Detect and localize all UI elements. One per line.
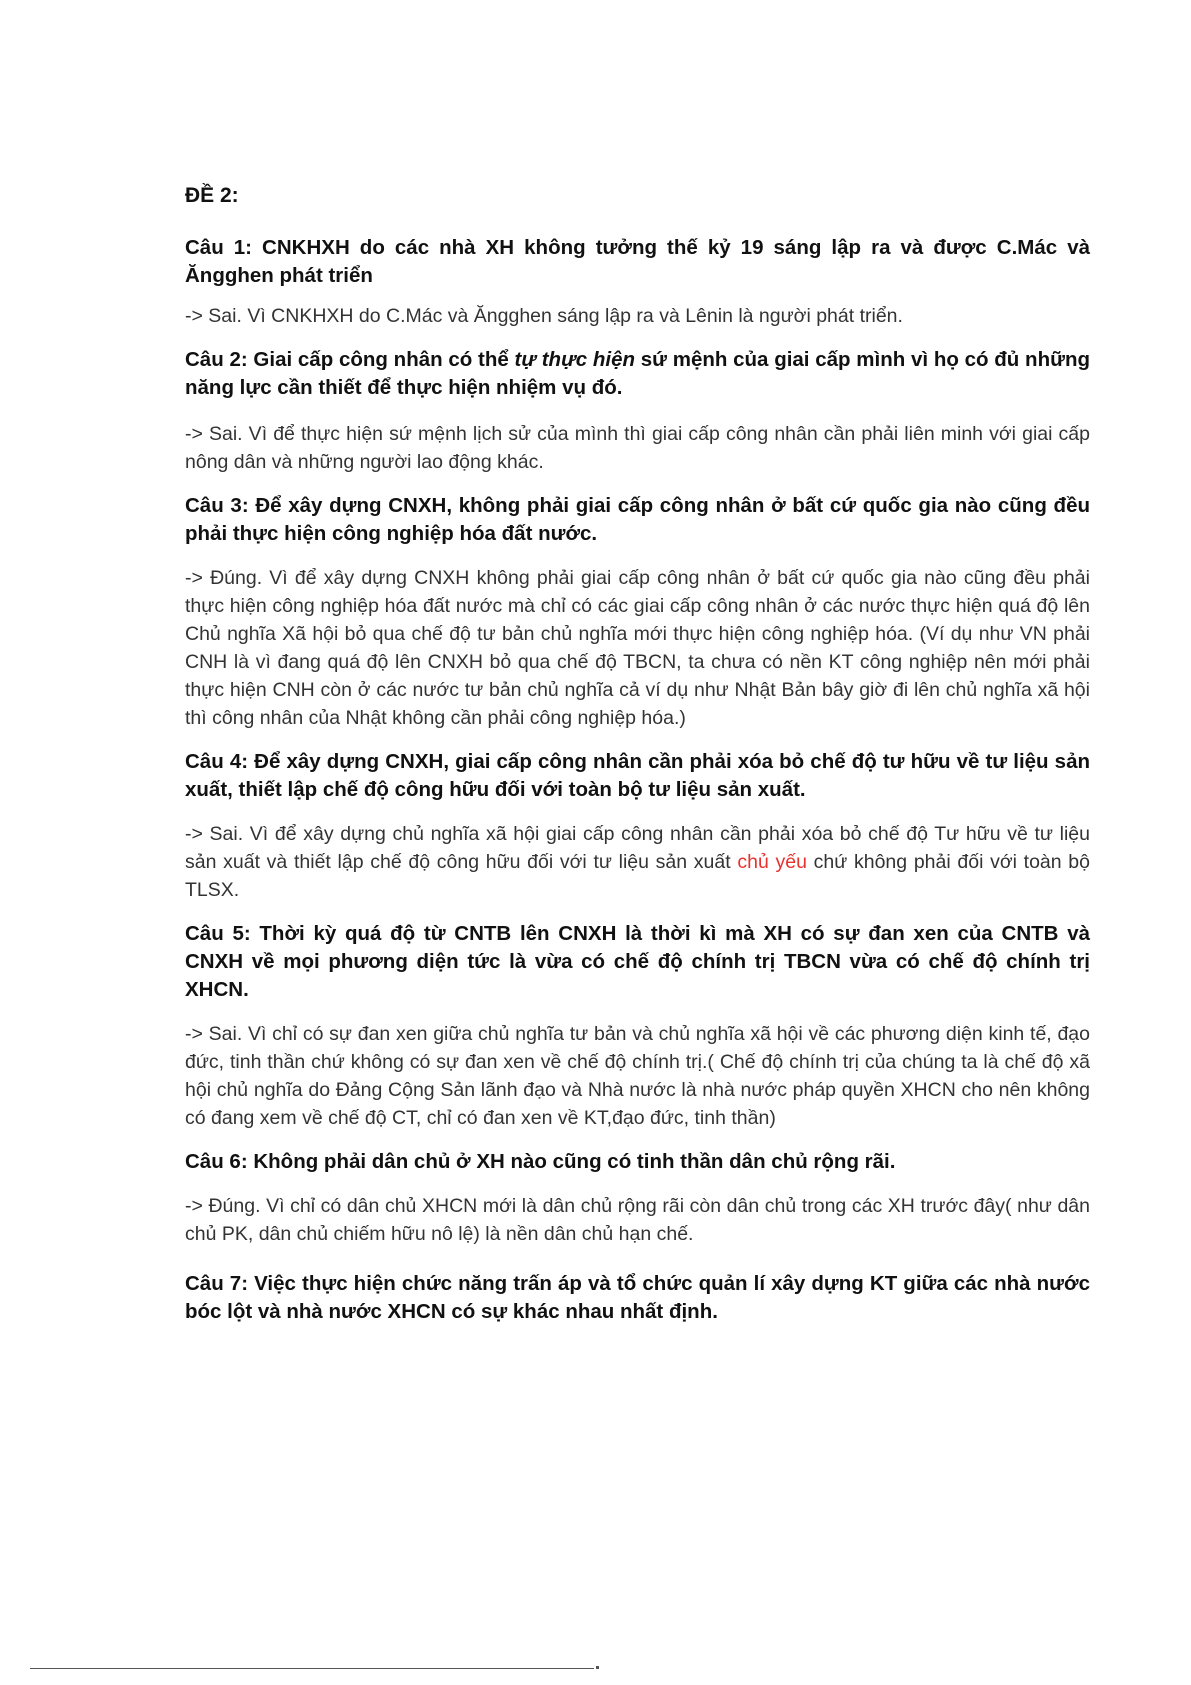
- question-2-prefix: Câu 2: Giai cấp công nhân có thể: [185, 348, 515, 371]
- document-page: [185, 183, 1090, 1338]
- footer-dot: [596, 1666, 599, 1669]
- answer-3: -> Đúng. Vì để xây dựng CNXH không phải giai cấp công nhân ở bất cứ quốc gia nào cũng đều phải thực hiện công nghiệp hóa đất nước mà chỉ có các giai cấp công nhân ở các nước thực hiện quá độ lên Chủ nghĩa Xã hội bỏ qua chế độ tư bản chủ nghĩa mới thực hiện công nghiệp hóa. (Ví dụ như VN phải CNH là vì đang quá độ lên CNXH bỏ qua chế độ TBCN, ta chưa có nền KT công nghiệp nên mới phải thực hiện CNH còn ở các nước tư bản chủ nghĩa cả ví dụ như Nhật Bản bây giờ đi lên chủ nghĩa xã hội thì công nhân của Nhật không cần phải công nghiệp hóa.): [185, 567, 1090, 729]
- answer-6: -> Đúng. Vì chỉ có dân chủ XHCN mới là dân chủ rộng rãi còn dân chủ trong các XH trước đây( như dân chủ PK, dân chủ chiếm hữu nô lệ) là nền dân chủ hạn chế.: [185, 1195, 1090, 1245]
- footer-divider: [30, 1668, 594, 1669]
- question-5: Câu 5: Thời kỳ quá độ từ CNTB lên CNXH là thời kì mà XH có sự đan xen của CNTB và CNXH về mọi phương diện tức là vừa có chế độ chính trị TBCN vừa có chế độ chính trị XHCN.: [185, 922, 1090, 1001]
- question-2: [185, 346, 1090, 402]
- answer-4: [185, 820, 1090, 904]
- question-2-suffix: sứ mệnh của giai cấp mình vì họ có đủ những năng lực cần thiết để thực hiện nhiệm vụ đó.: [185, 348, 1090, 399]
- question-2-italic: tự thực hiện: [514, 348, 635, 371]
- answer-1: -> Sai. Vì CNKHXH do C.Mác và Ăngghen sáng lập ra và Lênin là người phát triển.: [185, 305, 903, 327]
- question-1: Câu 1: CNKHXH do các nhà XH không tưởng thế kỷ 19 sáng lập ra và được C.Mác và Ăngghen phát triển: [185, 236, 1090, 287]
- question-4: Câu 4: Để xây dựng CNXH, giai cấp công nhân cần phải xóa bỏ chế độ tư hữu về tư liệu sản xuất, thiết lập chế độ công hữu đối với toàn bộ tư liệu sản xuất.: [185, 750, 1090, 801]
- question-3: Câu 3: Để xây dựng CNXH, không phải giai cấp công nhân ở bất cứ quốc gia nào cũng đều phải thực hiện công nghiệp hóa đất nước.: [185, 494, 1090, 545]
- answer-5: -> Sai. Vì chỉ có sự đan xen giữa chủ nghĩa tư bản và chủ nghĩa xã hội về các phương diện kinh tế, đạo đức, tinh thần chứ không có sự đan xen về chế độ chính trị.( Chế độ chính trị của chúng ta là chế độ xã hội chủ nghĩa do Đảng Cộng Sản lãnh đạo và Nhà nước là nhà nước pháp quyền XHCN cho nên không có đang xem về chế độ CT, chỉ có đan xen về KT,đạo đức, tinh thần): [185, 1023, 1090, 1129]
- question-6: Câu 6: Không phải dân chủ ở XH nào cũng có tinh thần dân chủ rộng rãi.: [185, 1150, 896, 1173]
- answer-4-suffix: chứ không phải đối với toàn bộ TLSX.: [185, 851, 1090, 901]
- answer-4-prefix: -> Sai. Vì để xây dựng chủ nghĩa xã hội giai cấp công nhân cần phải xóa bỏ chế độ Tư hữu về tư liệu sản xuất và thiết lập chế độ công hữu đối với tư liệu sản xuất: [185, 823, 1090, 873]
- question-7: Câu 7: Việc thực hiện chức năng trấn áp và tổ chức quản lí xây dựng KT giữa các nhà nước bóc lột và nhà nước XHCN có sự khác nhau nhất định.: [185, 1272, 1090, 1323]
- answer-4-highlight: chủ yếu: [737, 851, 807, 873]
- answer-2: -> Sai. Vì để thực hiện sứ mệnh lịch sử của mình thì giai cấp công nhân cần phải liên minh với giai cấp nông dân và những người lao động khác.: [185, 423, 1090, 473]
- exam-heading: ĐỀ 2:: [185, 184, 239, 207]
